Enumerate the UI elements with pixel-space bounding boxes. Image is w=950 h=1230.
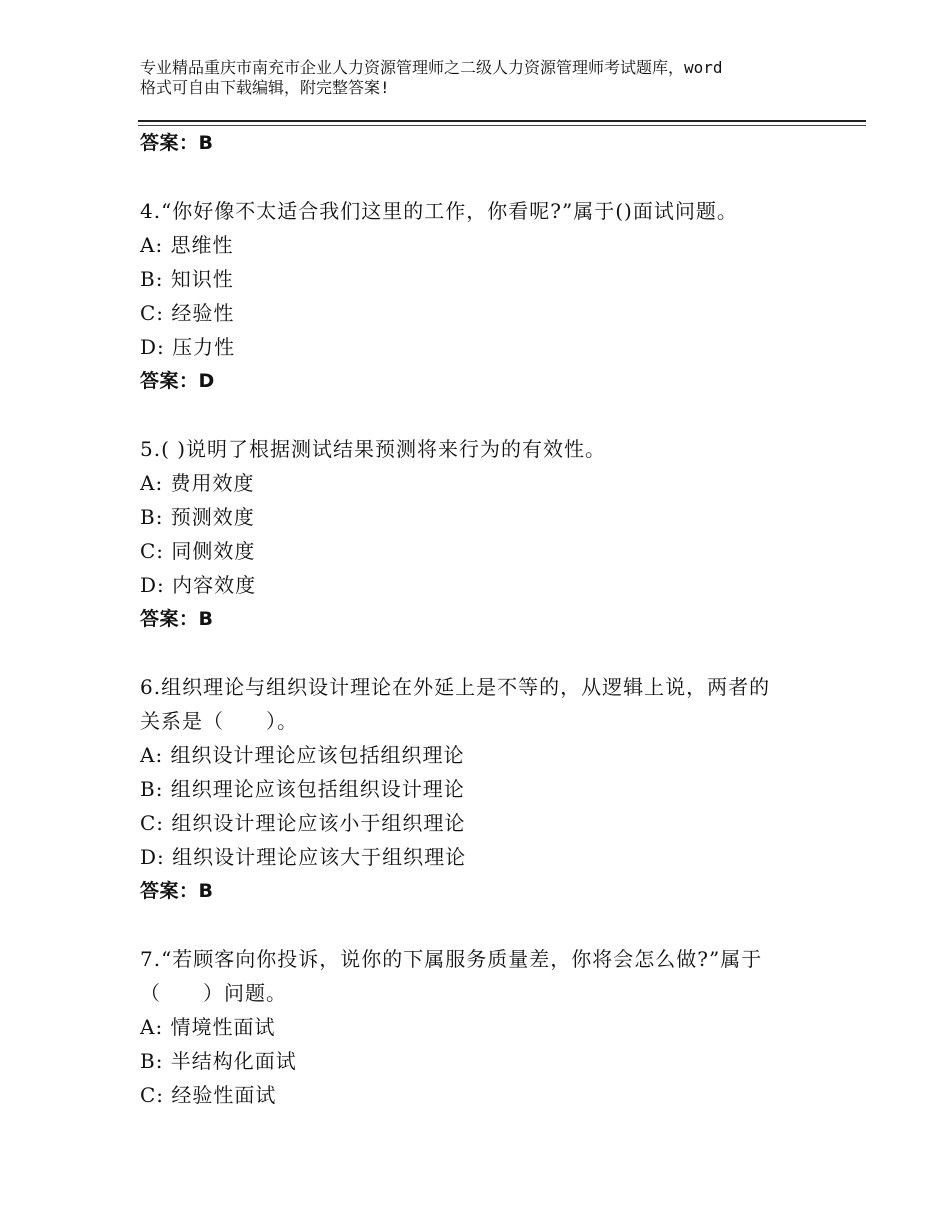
option-b: B: 组织理论应该包括组织设计理论 xyxy=(140,777,465,801)
option-b: B: 半结构化面试 xyxy=(140,1049,297,1073)
option-d: D: 组织设计理论应该大于组织理论 xyxy=(140,845,467,869)
option-a: A: 费用效度 xyxy=(140,471,255,495)
option-d: D: 压力性 xyxy=(140,335,236,359)
option-a: A: 情境性面试 xyxy=(140,1015,276,1039)
option-c: C: 组织设计理论应该小于组织理论 xyxy=(140,811,466,835)
spacer xyxy=(140,398,840,432)
spacer xyxy=(140,908,840,942)
question-stem: 4.“你好像不太适合我们这里的工作，你看呢?”属于()面试问题。 xyxy=(140,199,738,223)
question-list xyxy=(140,126,840,1112)
question-stem: 5.( )说明了根据测试结果预测将来行为的有效性。 xyxy=(140,437,607,461)
question-stem: 7.“若顾客向你投诉，说你的下属服务质量差，你将会怎么做?”属于 xyxy=(140,947,763,971)
option-d: D: 内容效度 xyxy=(140,573,257,597)
spacer xyxy=(140,636,840,670)
question-block-6 xyxy=(140,670,840,908)
header-rule-thick xyxy=(138,120,866,122)
option-c: C: 同侧效度 xyxy=(140,539,256,563)
option-c: C: 经验性 xyxy=(140,301,235,325)
option-b: B: 预测效度 xyxy=(140,505,255,529)
answer-label: 答案：B xyxy=(140,132,214,154)
question-stem-continued: 关系是（ ）。 xyxy=(140,709,298,733)
spacer xyxy=(140,160,840,194)
answer-label: 答案：B xyxy=(140,880,214,902)
question-block-5 xyxy=(140,432,840,636)
option-b: B: 知识性 xyxy=(140,267,234,291)
question-stem-continued: （ ）问题。 xyxy=(140,981,287,1005)
header-line-2: 格式可自由下载编辑，附完整答案! xyxy=(140,78,390,97)
document-header xyxy=(140,58,840,98)
option-a: A: 思维性 xyxy=(140,233,234,257)
answer-label: 答案：D xyxy=(140,370,215,392)
question-block-7 xyxy=(140,942,840,1112)
header-line-1: 专业精品重庆市南充市企业人力资源管理师之二级人力资源管理师考试题库，word xyxy=(140,58,723,77)
option-c: C: 经验性面试 xyxy=(140,1083,277,1107)
option-a: A: 组织设计理论应该包括组织理论 xyxy=(140,743,465,767)
question-block-4 xyxy=(140,194,840,398)
answer-label: 答案：B xyxy=(140,608,214,630)
question-stem: 6.组织理论与组织设计理论在外延上是不等的，从逻辑上说，两者的 xyxy=(140,675,771,699)
